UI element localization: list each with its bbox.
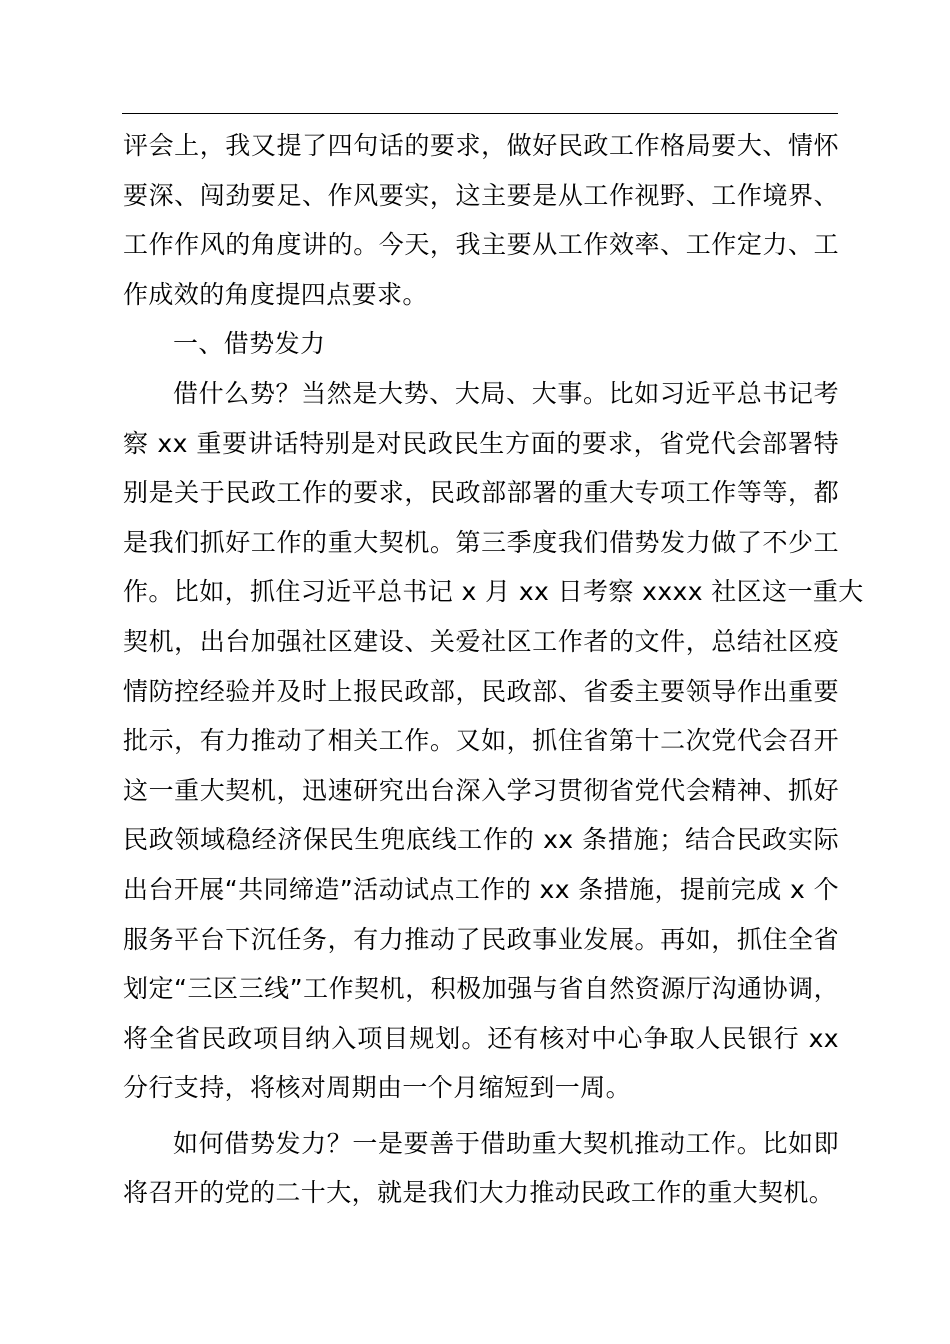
text-line: 这一重大契机，迅速研究出台深入学习贯彻省党代会精神、抓好 <box>123 775 839 805</box>
text-line: 服务平台下沉任务，有力推动了民政事业发展。再如，抓住全省 <box>123 924 839 954</box>
text-line: 作成效的角度提四点要求。 <box>123 279 428 309</box>
text-line: 批示，有力推动了相关工作。又如，抓住省第十二次党代会召开 <box>123 726 839 756</box>
text-line: 契机，出台加强社区建设、关爱社区工作者的文件，总结社区疫 <box>123 626 839 656</box>
text-line: 工作作风的角度讲的。今天，我主要从工作效率、工作定力、工 <box>123 230 839 260</box>
text-line: 民政领域稳经济保民生兜底线工作的 xx 条措施；结合民政实际 <box>123 825 839 855</box>
text-line: 出台开展“共同缔造”活动试点工作的 xx 条措施，提前完成 x 个 <box>123 874 839 904</box>
text-line: 借什么势？当然是大势、大局、大事。比如习近平总书记考 <box>173 378 839 408</box>
text-line: 将全省民政项目纳入项目规划。还有核对中心争取人民银行 xx <box>123 1023 839 1053</box>
text-line: 察 xx 重要讲话特别是对民政民生方面的要求，省党代会部署特 <box>123 428 839 458</box>
section-heading: 一、借势发力 <box>173 329 326 359</box>
text-line: 情防控经验并及时上报民政部，民政部、省委主要领导作出重要 <box>123 676 839 706</box>
text-line: 评会上，我又提了四句话的要求，做好民政工作格局要大、情怀 <box>123 131 839 160</box>
document-body <box>123 121 864 1218</box>
text-line: 作。比如，抓住习近平总书记 x 月 xx 日考察 xxxx 社区这一重大 <box>123 577 864 607</box>
text-line: 分行支持，将核对周期由一个月缩短到一周。 <box>123 1073 632 1103</box>
text-line: 划定“三区三线”工作契机，积极加强与省自然资源厅沟通协调， <box>123 974 839 1004</box>
text-line: 将召开的党的二十大，就是我们大力推动民政工作的重大契机。 <box>123 1178 835 1208</box>
text-line: 别是关于民政工作的要求，民政部部署的重大专项工作等等，都 <box>123 478 839 508</box>
text-line: 要深、闯劲要足、作风要实，这主要是从工作视野、工作境界、 <box>123 180 839 210</box>
text-line: 如何借势发力？一是要善于借助重大契机推动工作。比如即 <box>173 1128 839 1158</box>
header-rule <box>122 113 838 114</box>
text-line: 是我们抓好工作的重大契机。第三季度我们借势发力做了不少工 <box>123 527 839 557</box>
